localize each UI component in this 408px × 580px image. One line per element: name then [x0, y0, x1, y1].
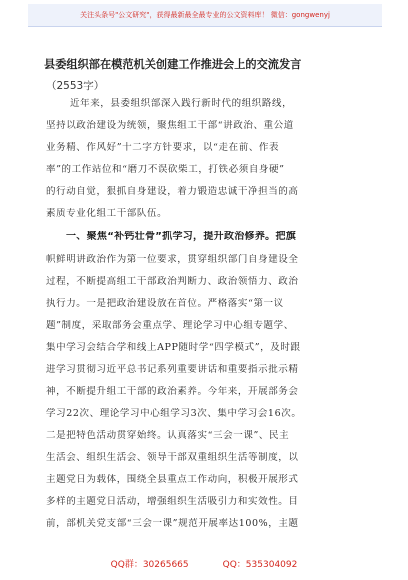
header-banner: 关注头条号"公文研究"，获得最新最全最专业的公文资料库！ 微信：gongwenyj: [28, 4, 382, 27]
body-line: 二是把特色活动贯穿始终。认真落实“三会一课”、民主: [46, 430, 290, 441]
body-line: 率”的工作站位和“磨刀不误砍柴工，打铁必须自身硬”: [46, 164, 285, 175]
qq-text: QQ：535304092: [222, 560, 298, 570]
footer-contact: [0, 557, 408, 571]
body-line: 集中学习会结合学和线上APP随时学“四学模式”，及时跟: [46, 342, 301, 353]
word-count: （2553字）: [46, 80, 105, 92]
body-line: 主题党日为载体，围绕全县重点工作动向，积极开展形式: [46, 474, 299, 485]
section-heading: 一、聚焦“补钙壮骨”抓学习，提升政治修养。把旗: [66, 231, 297, 242]
body-line: 过程，不断提高组工干部政治判断力、政治领悟力、政治: [46, 276, 299, 287]
body-line: 学习22次、理论学习中心组学习3次、集中学习会16次。: [46, 408, 302, 419]
body-line: 近年来，县委组织部深入践行新时代的组织路线，: [70, 98, 293, 109]
body-line: 前，部机关党支部“三会一课”规范开展率达100%，主题: [46, 518, 299, 529]
body-line: 题”制度，采取部务会重点学、理论学习中心组专题学、: [46, 320, 294, 331]
body-line: 神，不断提升组工干部的政治素养。今年来，开展部务会: [46, 386, 299, 397]
body-line: 进学习贯彻习近平总书记系列重要讲话和重要指示批示精: [46, 364, 299, 375]
body-line: 多样的主题党日活动，增强组织生活吸引力和实效性。目: [46, 496, 299, 507]
document-title: 县委组织部在模范机关创建工作推进会上的交流发言: [44, 58, 302, 71]
body-line: 的行动自觉，狠抓自身建设，着力锻造忠诚干净担当的高: [46, 186, 299, 197]
body-line: 帜鲜明讲政治作为第一位要求，贯穿组织部门自身建设全: [46, 254, 299, 265]
body-line: 坚持以政治建设为统领，聚焦组工干部“讲政治、重公道: [46, 120, 294, 131]
body-line: 生活会、组织生活会、领导干部双重组织生活等制度，以: [46, 452, 299, 463]
body-line: 执行力。一是把政治建设放在首位。严格落实“第一议: [46, 298, 284, 309]
body-line: 业务精、作风好”十二字方针要求，以“走在前、作表: [46, 142, 280, 153]
body-line: 素质专业化组工干部队伍。: [46, 208, 168, 219]
qq-group-text: QQ群：30265665: [110, 560, 189, 570]
